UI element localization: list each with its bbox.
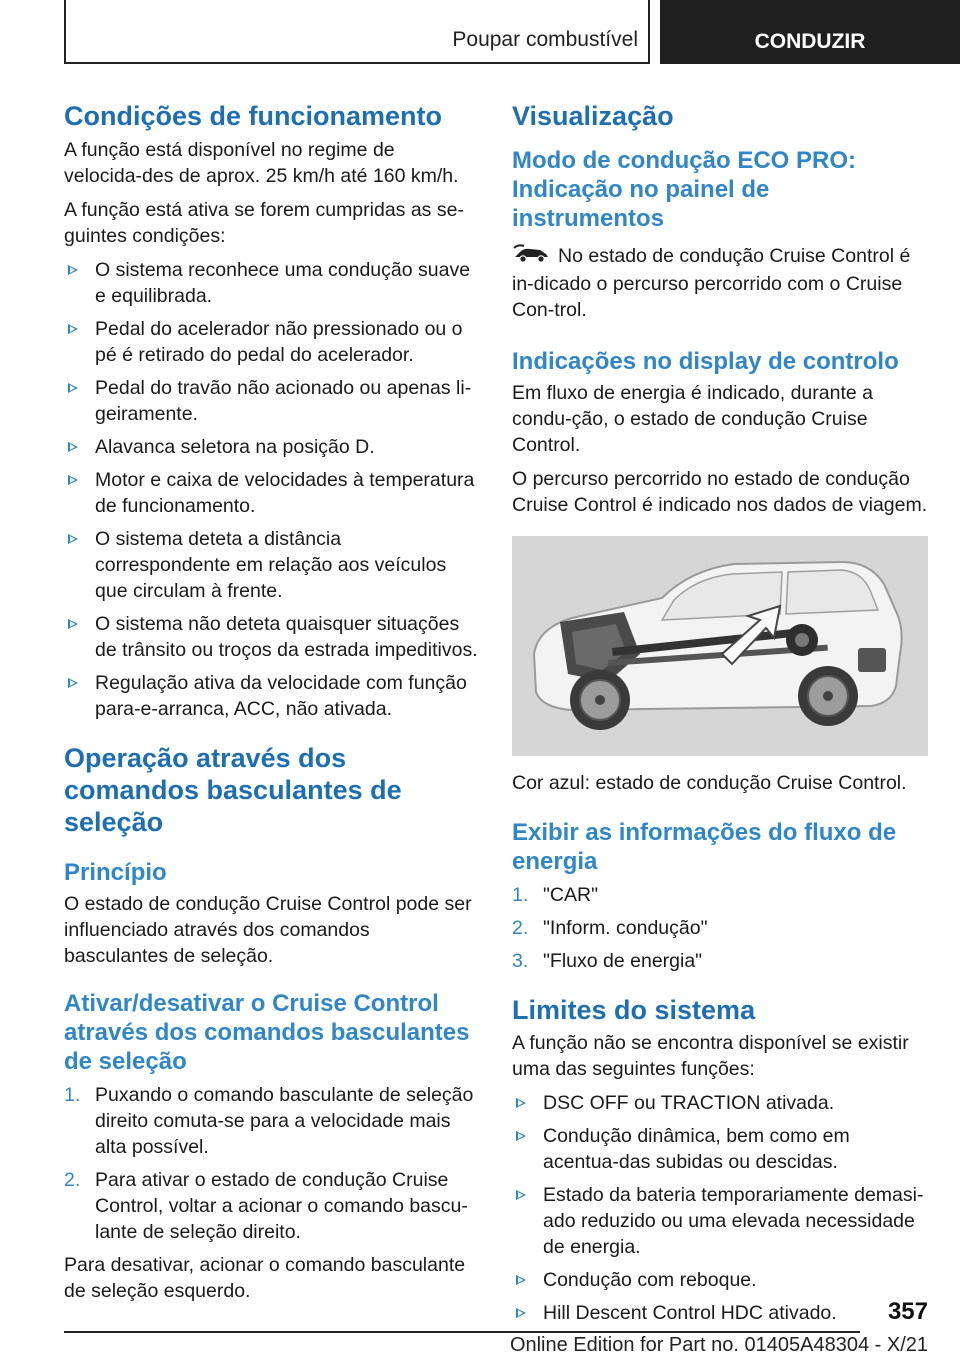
list-item [512, 1267, 928, 1293]
list-item [512, 882, 928, 908]
conditions-list [64, 257, 478, 722]
list-item-text: Estado da bateria temporariamente demasi-ado reduzido ou uma elevada necessidade de energia. [543, 1184, 924, 1258]
step-number: 2. [64, 1169, 81, 1191]
list-item [512, 915, 928, 941]
para-conditions-1: A função está disponível no regime de velocida-des de aprox. 25 km/h até 160 km/h. [64, 139, 459, 187]
step-text: Puxando o comando basculante de seleção direito comuta-se para a velocidade mais alta possível. [95, 1084, 474, 1158]
section-title: Poupar combustível [452, 28, 638, 51]
list-item [64, 316, 478, 368]
triangle-bullet-icon [68, 678, 78, 688]
car-illustration [512, 536, 928, 756]
triangle-bullet-icon [68, 534, 78, 544]
page-number: 357 [887, 1298, 928, 1325]
list-item [64, 1082, 478, 1160]
list-item [512, 1123, 928, 1175]
list-item [64, 670, 478, 722]
image-caption: Cor azul: estado de condução Cruise Control. [512, 772, 907, 794]
list-item-text: O sistema não deteta quaisquer situações de trânsito ou troços da estrada impeditivos. [95, 613, 478, 661]
triangle-bullet-icon [516, 1308, 526, 1318]
list-item-text: Regulação ativa da velocidade com função para-e-arranca, ACC, não ativada. [95, 672, 467, 720]
edition-note: Online Edition for Part no. 01405A48304 - X/21 [509, 1334, 928, 1356]
para-control-display-1: Em fluxo de energia é indicado, durante a condu-ção, o estado de condução Cruise Control. [512, 382, 873, 456]
right-column [512, 100, 928, 1333]
step-number: 1. [64, 1084, 81, 1106]
list-item [64, 375, 478, 427]
list-item [512, 948, 928, 974]
triangle-bullet-icon [68, 475, 78, 485]
step-number: 1. [512, 884, 529, 906]
step-text: "Fluxo de energia" [543, 950, 703, 972]
list-item [64, 434, 478, 460]
list-item-text: Condução dinâmica, bem como em acentua-das subidas ou descidas. [543, 1125, 850, 1173]
list-item-text: Hill Descent Control HDC ativado. [543, 1302, 837, 1324]
heading-energy-flow: Exibir as informações do fluxo de energia [512, 819, 897, 875]
heading-display: Visualização [512, 101, 674, 131]
list-item [64, 611, 478, 663]
list-item-text: O sistema deteta a distância correspondente em relação aos veículos que circulam à frente. [95, 528, 447, 602]
triangle-bullet-icon [68, 324, 78, 334]
list-item [64, 1167, 478, 1245]
triangle-bullet-icon [516, 1190, 526, 1200]
triangle-bullet-icon [516, 1131, 526, 1141]
para-deactivate: Para desativar, acionar o comando basculante de seleção esquerdo. [64, 1254, 466, 1302]
list-item-text: Pedal do acelerador não pressionado ou o pé é retirado do pedal do acelerador. [95, 318, 463, 366]
para-control-display-2: O percurso percorrido no estado de condução Cruise Control é indicado nos dados de viagem. [512, 468, 928, 516]
para-system-limits: A função não se encontra disponível se existir uma das seguintes funções: [512, 1032, 909, 1080]
heading-eco-pro: Modo de condução ECO PRO: Indicação no painel de instrumentos [512, 147, 857, 232]
menu-path-list [512, 882, 928, 974]
para-eco-pro [512, 243, 928, 323]
header-rule-bottom [64, 62, 650, 64]
step-text: Para ativar o estado de condução Cruise Control, voltar a acionar o comando bascu-lante de seleção direito. [95, 1169, 468, 1243]
heading-system-limits: Limites do sistema [512, 995, 756, 1025]
list-item [512, 1182, 928, 1260]
triangle-bullet-icon [68, 442, 78, 452]
triangle-bullet-icon [68, 265, 78, 275]
list-item-text: Pedal do travão não acionado ou apenas li-geiramente. [95, 377, 472, 425]
list-item [512, 1090, 928, 1116]
step-number: 3. [512, 950, 529, 972]
heading-principle: Princípio [64, 859, 167, 886]
steps-list [64, 1082, 478, 1245]
left-column [64, 100, 478, 1304]
header-rule-tab [648, 0, 650, 64]
triangle-bullet-icon [68, 383, 78, 393]
triangle-bullet-icon [516, 1098, 526, 1108]
list-item [64, 257, 478, 309]
cruise-car-icon [512, 244, 552, 271]
triangle-bullet-icon [516, 1275, 526, 1285]
list-item [64, 467, 478, 519]
step-text: "CAR" [543, 884, 599, 906]
para-conditions-2: A função está ativa se forem cumpridas as se-guintes condições: [64, 199, 464, 247]
list-item [64, 526, 478, 604]
triangle-bullet-icon [68, 619, 78, 629]
footer-rule [64, 1331, 860, 1333]
heading-conditions: Condições de funcionamento [64, 101, 443, 131]
page-header [0, 0, 960, 66]
chapter-title: CONDUZIR [754, 30, 866, 53]
para-eco-pro-text: No estado de condução Cruise Control é in-dicado o percurso percorrido com o Cruise Con-trol. [512, 245, 911, 321]
limits-list [512, 1090, 928, 1326]
list-item-text: O sistema reconhece uma condução suave e equilibrada. [95, 259, 471, 307]
heading-control-display: Indicações no display de controlo [512, 348, 899, 375]
list-item-text: Motor e caixa de velocidades à temperatura de funcionamento. [95, 469, 475, 517]
car-energy-flow-image [512, 536, 928, 756]
heading-activate: Ativar/desativar o Cruise Control através dos comandos basculantes de seleção [64, 990, 470, 1075]
step-text: "Inform. condução" [543, 917, 708, 939]
para-principle: O estado de condução Cruise Control pode ser influenciado através dos comandos basculantes de seleção. [64, 893, 472, 967]
chapter-tab [660, 0, 960, 64]
header-rule-left [64, 0, 66, 64]
list-item-text: DSC OFF ou TRACTION ativada. [543, 1092, 835, 1114]
list-item-text: Condução com reboque. [543, 1269, 757, 1291]
list-item-text: Alavanca seletora na posição D. [95, 436, 375, 458]
step-number: 2. [512, 917, 529, 939]
heading-operation: Operação através dos comandos basculantes de seleção [64, 743, 402, 837]
